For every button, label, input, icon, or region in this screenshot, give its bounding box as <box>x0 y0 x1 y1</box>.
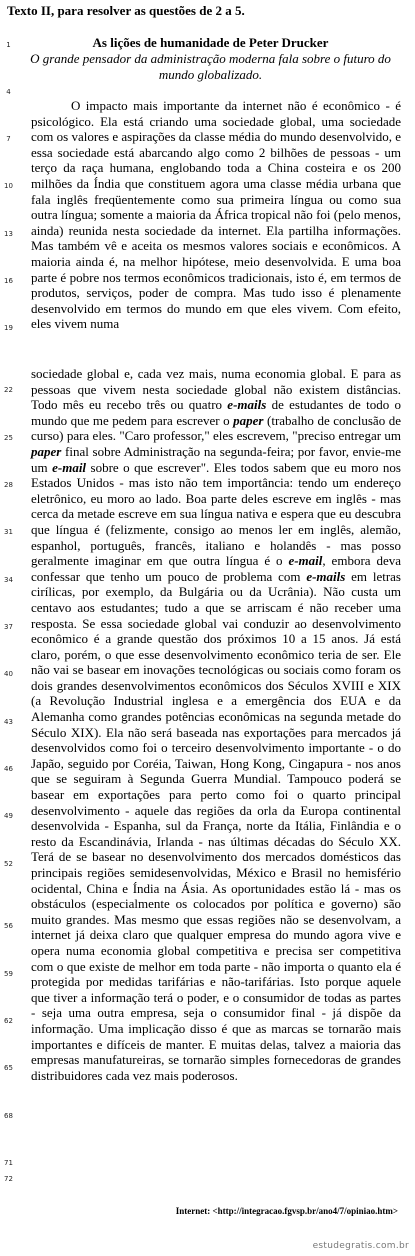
line-number: 46 <box>4 765 13 773</box>
article-title: As lições de humanidade de Peter Drucker <box>92 35 329 50</box>
line-number: 43 <box>4 718 13 726</box>
line-number: 28 <box>4 481 13 489</box>
article-body-part-1 <box>31 98 401 332</box>
line-number: 40 <box>4 670 13 678</box>
site-watermark: estudegratis.com.br <box>312 1241 409 1251</box>
text-run: em letras cirílicas, por exemplo, da Bulgária ou da Ucrânia). Não custa um centavo aos estudantes; tudo a que se arriscam é não receber uma resposta. Se essa sociedade global vai conduzir ao desenvolvimento econômico é a grande questão dos próximos 10 a 15 anos. Já está claro, porém, o que esse desenvolvimento econômico teria de ser. Ele não vai se basear em inovações tecnológicas ou sociais como foram os dois grandes desenvolvimentos econômicos dos Séculos XVIII e XIX (a Revolução Industrial inglesa e a emergência dos EUA e da Alemanha como grandes potências econômicas na segunda metade do Século XIX). Ela não será baseada nas exportações para mercados já desenvolvidos como foi o terceiro desenvolvimento importante - o do Japão, seguido por Coréia, Taiwan, Hong Kong, Cingapura - nos anos que se seguiram à Segunda Guerra Mundial. Tampouco poderá se basear em exportações para perto como foi o quarto principal desenvolvimento - aquele das regiões da orla da Europa continental desenvolvida - Espanha, sul da França, norte da Itália, Finlândia e o resto da Escandinávia, Irlanda - nas últimas décadas do Século XX. Terá de se basear no desenvolvimento dos mercados domésticos das principais regiões semidesenvolvidas, México e Brasil no hemisfério ocidental, China e Índia na Ásia. As oportunidades estão lá - mas os obstáculos (especialmente os colocados por política e governo) são muito grandes. Mas mesmo que essas regiões não se desenvolvam, a internet já deixa claro que qualquer empresa do mundo agora vive e opera numa economia global competitiva e precisa ser competitiva com o que existe de melhor em toda parte - não importa o quanto ela é protegida por medidas tarifárias e não-tarifárias. Isto porque aquele que tiver a informação terá o poder, e o consumidor de todas as partes - seja uma outra empresa, seja o consumidor final - já dispõe da informação. Uma implicação disso é que as marcas se tornarão mais importantes e difíceis de manter. E muitas delas, talvez a maioria das empresas manufatureiras, se tornarão simples fornecedoras de grandes distribuidores cada vez mais poderosos. <box>31 568 401 1083</box>
text-run: de estudantes de todo o mundo que me pedem para escrever o <box>31 397 401 428</box>
line-number: 7 <box>6 135 11 143</box>
line-number: 10 <box>4 182 13 190</box>
emphasis-term: paper <box>31 443 62 459</box>
text-run: sociedade global e, cada vez mais, numa economia global. E para as pessoas que vivem nesta sociedade global não existem distâncias. Todo mês eu recebo três ou quatro <box>31 366 401 413</box>
line-number: 31 <box>4 528 13 536</box>
line-number: 22 <box>4 386 13 394</box>
line-number: 16 <box>4 277 13 285</box>
emphasis-term: e-mails <box>306 568 346 584</box>
line-number: 19 <box>4 324 13 332</box>
line-number: 59 <box>4 970 13 978</box>
line-number: 71 <box>4 1159 13 1167</box>
line-number: 4 <box>6 88 11 96</box>
line-number: 65 <box>4 1064 13 1072</box>
line-number: 13 <box>4 230 13 238</box>
text-run: (trabalho de conclusão de curso) para eles. "Caro professor," eles escrevem, "preciso entregar um <box>31 412 401 444</box>
line-number: 68 <box>4 1112 13 1120</box>
text-run: final sobre Administração na segunda-feira; por favor, envie-me um <box>31 443 401 475</box>
emphasis-term: e-mail <box>52 459 87 475</box>
emphasis-term: e-mails <box>227 397 267 413</box>
line-number: 62 <box>4 1017 13 1025</box>
source-citation: Internet: <http://integracao.fgvsp.br/ano4/7/opiniao.htm> <box>175 1206 398 1216</box>
line-number: 25 <box>4 434 13 442</box>
article-subtitle: O grande pensador da administração moderna fala sobre o futuro do mundo globalizado. <box>30 51 391 82</box>
line-number: 34 <box>4 576 13 584</box>
article-body-part-2 <box>31 366 401 1083</box>
text-run: , embora deva confessar que tenho um pouco de problema com <box>31 553 402 584</box>
line-number: 52 <box>4 860 13 868</box>
line-number: 49 <box>4 812 13 820</box>
emphasis-term: e-mail <box>288 553 323 569</box>
line-number: 1 <box>6 41 11 49</box>
question-heading: Texto II, para resolver as questões de 2 a 5. <box>7 3 245 18</box>
emphasis-term: paper <box>233 412 264 428</box>
line-number: 37 <box>4 623 13 631</box>
line-number: 56 <box>4 922 13 930</box>
text-run: sobre o que escrever". Eles todos sabem que eu moro nos Estados Unidos - mas isto não tem importância: tendo um endereço eletrônico, eu moro ao lado. Boa parte deles escreve em inglês - mas cerca da metade escreve em sua língua nativa e espera que eu descubra que língua é (felizmente, consigo ao menos ler em inglês, alemão, espanhol, português, francês, italiano e holandês - mas posso geralmente imaginar em que outra língua é o <box>31 459 401 569</box>
paragraph-1: O impacto mais importante da internet não é econômico - é psicológico. Ela está criando uma sociedade global, uma sociedade com os valores e aspirações da classe média do mundo desenvolvido, e essa sociedade está abarcando algo como 2 bilhões de pessoas - um terço da raça humana, englobando toda a China costeira e os 200 milhões da Índia que constituem agora uma classe média urbana que fala inglês freqüentemente como sua primeira língua ou como sua outra língua; somente a maioria da África tropical não foi (pelo menos, ainda) reunida nesta sociedade da internet. Ela partilha informações. Mas também vê e aceita os mesmos valores sociais e econômicos. A maioria ainda é, na melhor hipótese, meio desenvolvida. E uma boa parte é pobre nos termos econômicos tradicionais, isto é, em termos de produtos, serviços, poder de compra. Mas tudo isso é plenamente desenvolvido em termos do mundo em que eles vivem. Com efeito, eles vivem numa <box>31 98 401 332</box>
paragraph-2 <box>31 366 401 1083</box>
line-number: 72 <box>4 1175 13 1183</box>
